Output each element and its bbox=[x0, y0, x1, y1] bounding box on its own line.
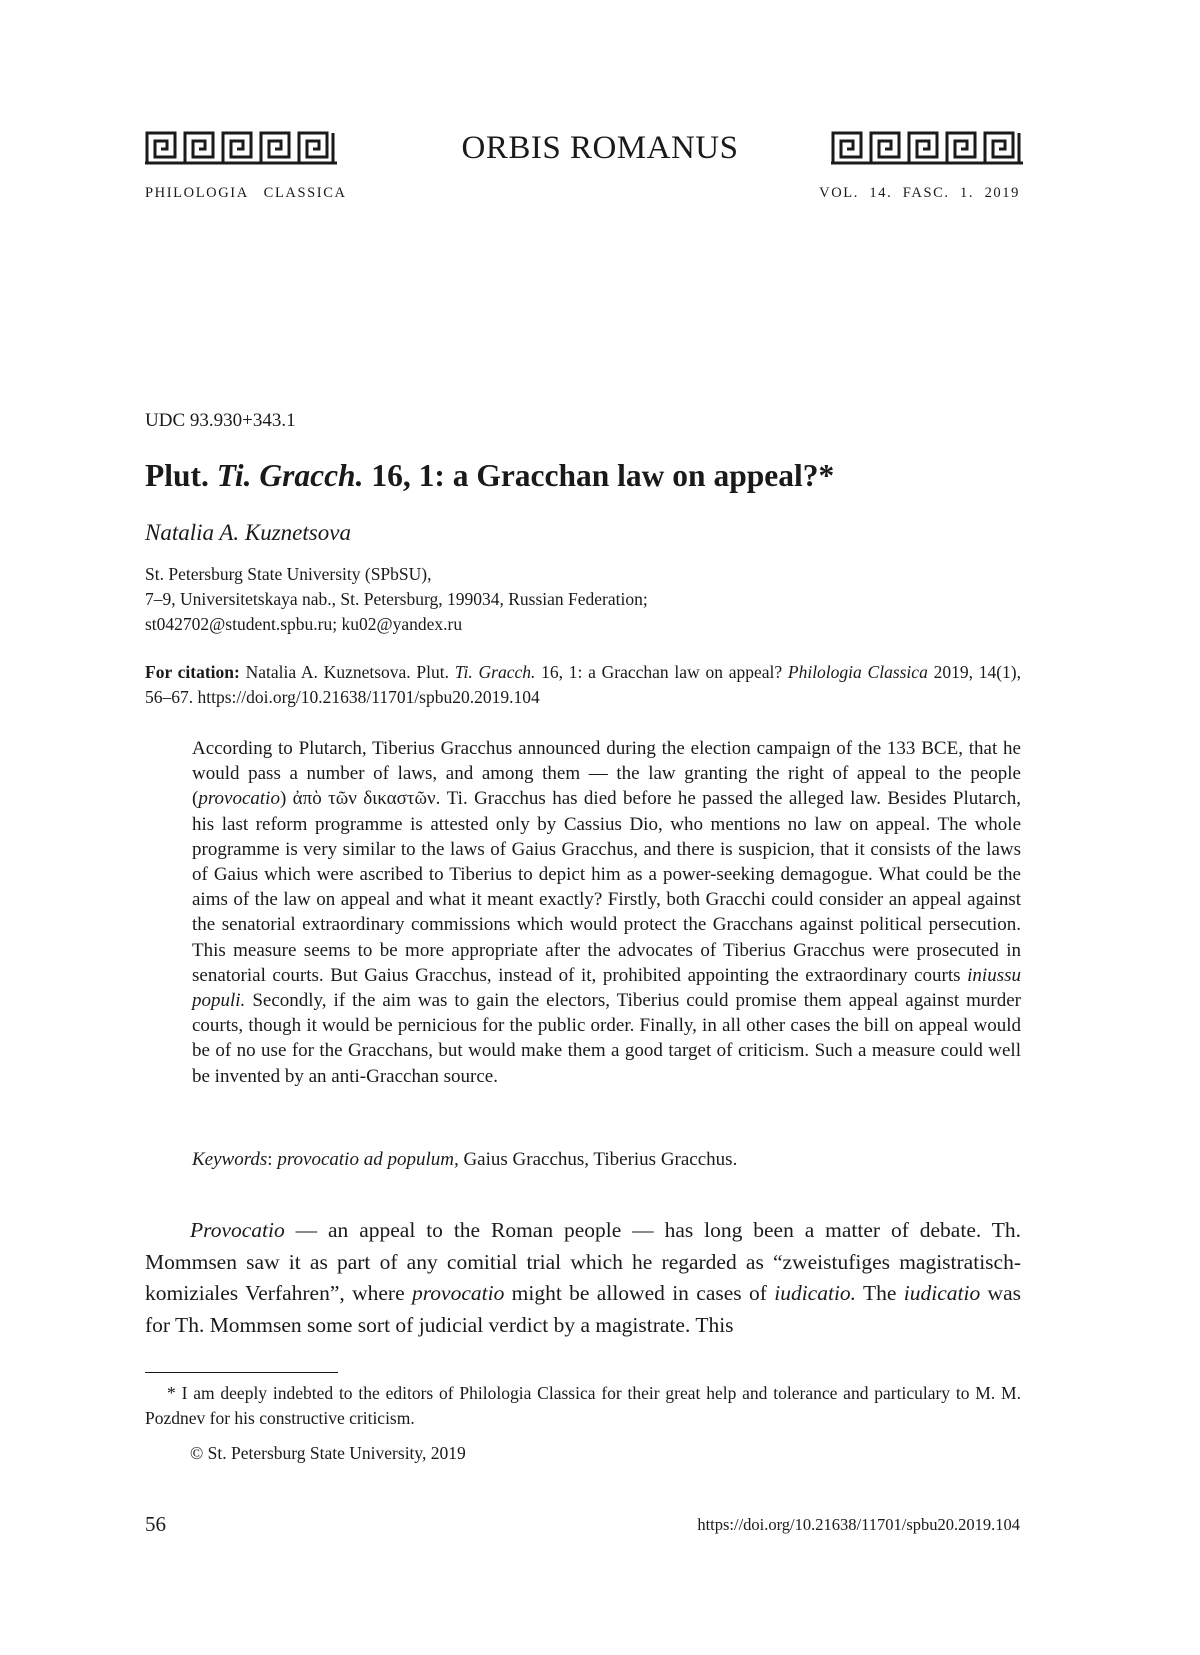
title-part-1: Plut. bbox=[145, 458, 217, 493]
citation-label: For citation: bbox=[145, 662, 240, 682]
body-text: — an appeal to the Roman people — has long been a matter of debate. Th. Mommsen saw it as part of any comitial trial which he regarded as “zweistufiges magistratisch-komiziales Verfahren”, where bbox=[145, 1218, 1021, 1305]
abstract-text: Secondly, if the aim was to gain the electors, Tiberius could promise them appeal against murder courts, though it would be pernicious for the public order. Finally, in all other cases the bill on appeal would be of no use for the Gracchans, but would make them a good target of criticism. Such a measure could well be invented by an anti-Gracchan source. bbox=[192, 990, 1021, 1087]
abstract-italic: provocatio bbox=[198, 788, 280, 810]
journal-subtitle: PHILOLOGIA CLASSICA bbox=[145, 185, 347, 201]
udc-code: UDC 93.930+343.1 bbox=[145, 410, 296, 431]
title-part-2: Ti. Gracch. bbox=[216, 458, 364, 493]
affiliation-line: 7–9, Universitetskaya nab., St. Petersburg, 199034, Russian Federation; bbox=[145, 589, 648, 609]
footnote-divider bbox=[145, 1372, 338, 1373]
article-title bbox=[145, 458, 834, 494]
body-italic: provocatio bbox=[411, 1281, 505, 1305]
citation-text: Natalia A. Kuznetsova. Plut. bbox=[239, 662, 455, 682]
footer-doi-link[interactable]: https://doi.org/10.21638/11701/spbu20.2019.104 bbox=[697, 1515, 1020, 1534]
footnote: * I am deeply indebted to the editors of Philologia Classica for their great help and tolerance and particulary to M. M. Pozdnev for his constructive criticism. bbox=[145, 1383, 1021, 1428]
keywords-colon: : bbox=[267, 1149, 278, 1170]
abstract bbox=[192, 736, 1021, 1089]
keyword-list: Gaius Gracchus, Tiberius Gracchus. bbox=[458, 1149, 738, 1170]
keywords bbox=[192, 1149, 737, 1171]
body-paragraph bbox=[145, 1215, 1021, 1341]
body-italic: iudicatio bbox=[903, 1281, 981, 1305]
body-text: The bbox=[856, 1281, 904, 1305]
abstract-italic: iniussu populi. bbox=[192, 964, 1021, 1012]
greek-key-ornament-right bbox=[831, 131, 1023, 165]
citation-block bbox=[145, 660, 1021, 710]
body-italic: Provocatio bbox=[190, 1218, 285, 1242]
copyright-notice: © St. Petersburg State University, 2019 bbox=[190, 1443, 466, 1463]
affiliation-line: St. Petersburg State University (SPbSU), bbox=[145, 564, 432, 584]
author-name: Natalia A. Kuznetsova bbox=[145, 520, 351, 545]
citation-doi: 2019, 14(1), 56–67. https://doi.org/10.21638/11701/spbu20.2019.104 bbox=[145, 662, 1021, 707]
body-italic: iudicatio. bbox=[774, 1281, 857, 1305]
title-part-3: 16, 1: a Gracchan law on appeal?* bbox=[363, 458, 835, 493]
body-text: was for Th. Mommsen some sort of judicial verdict by a magistrate. This bbox=[145, 1281, 1021, 1337]
citation-text: 16, 1: a Gracchan law on appeal? bbox=[535, 662, 788, 682]
citation-journal: Philologia Classica bbox=[787, 662, 928, 682]
journal-title: ORBIS ROMANUS bbox=[461, 130, 739, 166]
author-affiliation bbox=[145, 562, 648, 637]
issue-info: VOL. 14. FASC. 1. 2019 bbox=[819, 185, 1020, 201]
abstract-text: ) ἀπὸ τῶν δικαστῶν. Ti. Gracchus has died before he passed the alleged law. Besides Plutarch, his last reform programme is attested only by Cassius Dio, who mentions no law on appeal. The whole programme is very similar to the laws of Gaius Gracchus, and there is suspicion, that it consists of the laws of Gaius which were ascribed to Tiberius to depict him as a power-seeking demagogue. What could be the aims of the law on appeal and what it meant exactly? Firstly, both Gracchi could consider an appeal against the senatorial extraordinary commissions which would protect the Gracchans against political persecution. This measure seems to be more appropriate after the advocates of Tiberius Gracchus were prosecuted in senatorial courts. But Gaius Gracchus, instead of it, prohibited appointing the extraordinary courts bbox=[192, 788, 1021, 986]
affiliation-emails: st042702@student.spbu.ru; ku02@yandex.ru bbox=[145, 614, 463, 634]
citation-italic: Ti. Gracch. bbox=[454, 662, 536, 682]
body-text: might be allowed in cases of bbox=[504, 1281, 775, 1305]
page-number: 56 bbox=[145, 1512, 166, 1536]
keywords-label: Keywords bbox=[192, 1149, 268, 1170]
keyword-italic: provocatio ad populum, bbox=[277, 1149, 459, 1170]
abstract-text: According to Plutarch, Tiberius Gracchus announced during the election campaign of the 133 BCE, that he would pass a number of laws, and among them — the law granting the right of appeal to the people ( bbox=[192, 738, 1021, 810]
